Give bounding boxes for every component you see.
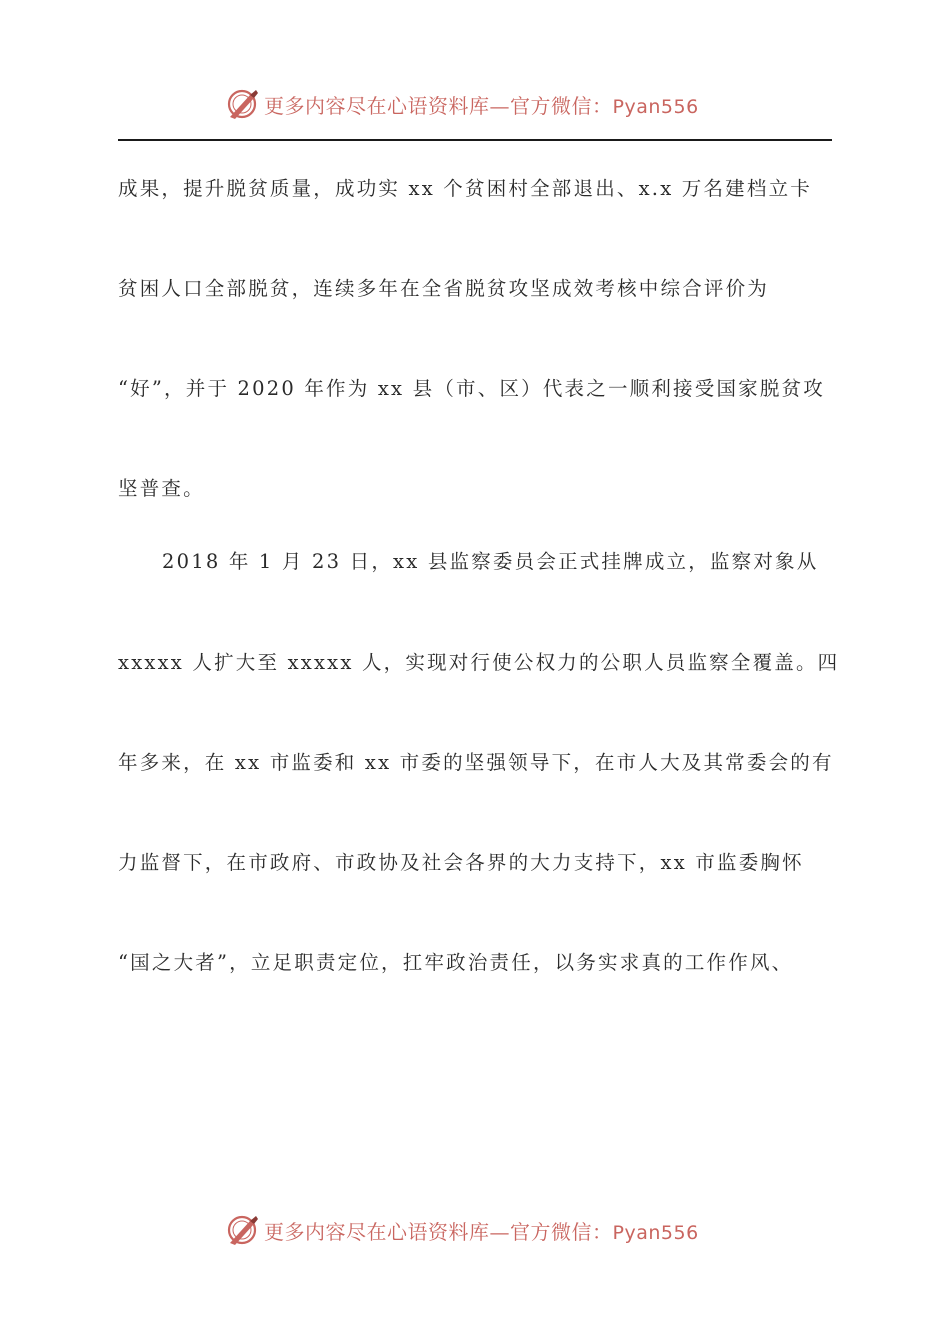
body-line: 成果，提升脱贫质量，成功实 xx 个贫困村全部退出、x.x 万名建档立卡 (118, 177, 812, 200)
footer-banner-id: Pyan556 (612, 1221, 699, 1244)
pen-logo-icon (226, 1213, 260, 1247)
body-line: “好”，并于 2020 年作为 xx 县（市、区）代表之一顺利接受国家脱贫攻 (118, 377, 825, 400)
footer-banner-main: 更多内容尽在心语资料库—官方微信： (264, 1219, 613, 1244)
header-banner (0, 84, 950, 124)
footer-banner (0, 1210, 950, 1250)
body-line: xxxxx 人扩大至 xxxxx 人，实现对行使公权力的公职人员监察全覆盖。四 (118, 651, 840, 674)
header-divider (118, 139, 832, 141)
body-line: 坚普查。 (118, 477, 205, 500)
body-line: 贫困人口全部脱贫，连续多年在全省脱贫攻坚成效考核中综合评价为 (118, 277, 770, 300)
header-banner-content (226, 84, 699, 124)
header-banner-id: Pyan556 (612, 95, 699, 118)
footer-banner-text (264, 1216, 699, 1245)
body-line: 力监督下，在市政府、市政协及社会各界的大力支持下，xx 市监委胸怀 (118, 851, 804, 874)
body-line: 2018 年 1 月 23 日，xx 县监察委员会正式挂牌成立，监察对象从 (162, 550, 819, 573)
pen-logo-icon (226, 87, 260, 121)
footer-banner-content (226, 1210, 699, 1250)
header-banner-main: 更多内容尽在心语资料库—官方微信： (264, 93, 613, 118)
body-line: 年多来，在 xx 市监委和 xx 市委的坚强领导下，在市人大及其常委会的有 (118, 751, 834, 774)
header-banner-text (264, 90, 699, 119)
body-line: “国之大者”，立足职责定位，扛牢政治责任，以务实求真的工作作风、 (118, 951, 794, 974)
